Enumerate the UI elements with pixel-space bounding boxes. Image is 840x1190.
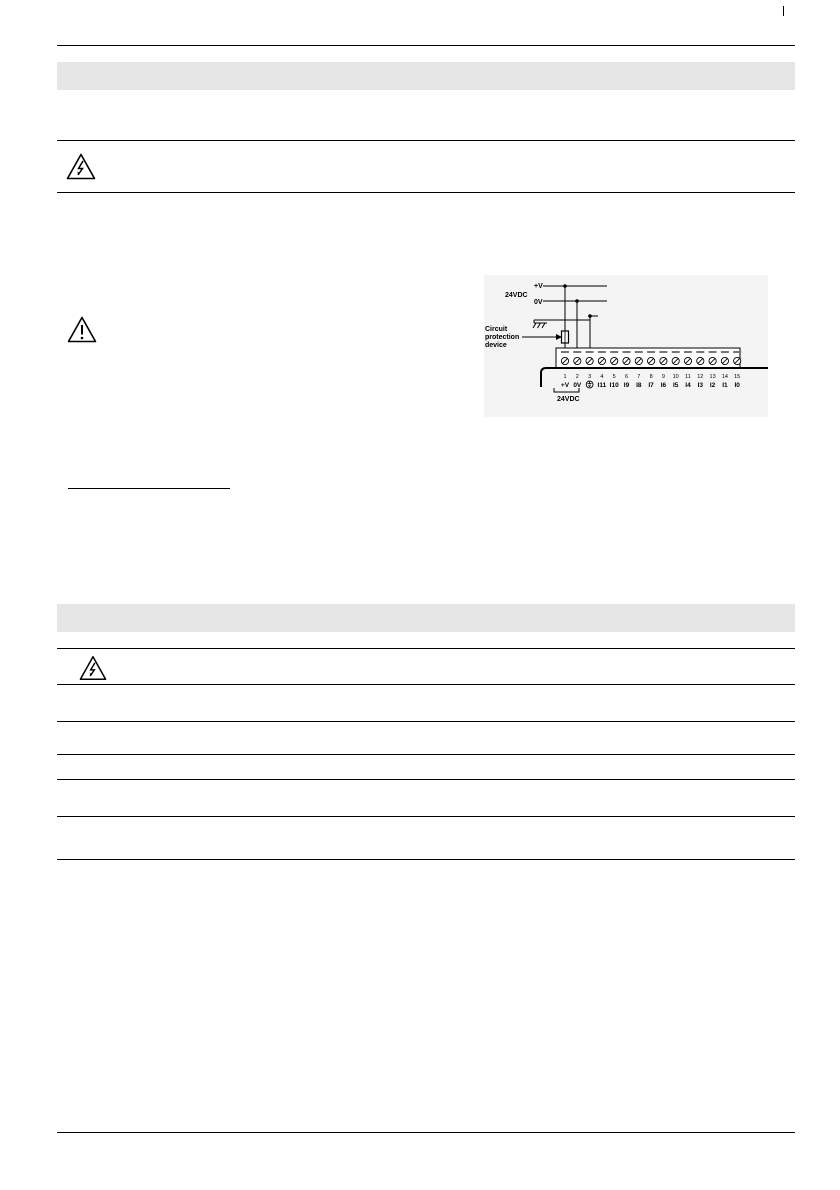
table-rule — [57, 684, 795, 685]
terminal-tab — [598, 351, 606, 353]
terminal-tab — [696, 351, 704, 353]
terminal-number: 3 — [588, 374, 592, 380]
table-rule — [57, 754, 795, 755]
ground-symbol-icon — [533, 320, 590, 328]
header-rule — [57, 45, 795, 46]
terminal-number: 8 — [649, 374, 653, 380]
terminal-label: I11 — [597, 382, 607, 389]
terminal-tab — [721, 351, 729, 353]
terminal-number: 13 — [709, 374, 716, 380]
fuse-icon — [562, 331, 569, 343]
terminal-number: 7 — [637, 374, 641, 380]
section-heading-band-2 — [57, 604, 795, 632]
terminal-number: 5 — [612, 374, 616, 380]
table-rule — [57, 859, 795, 860]
zero-v-label: 0V — [534, 299, 543, 306]
circuit-protection-label-1: Circuit — [485, 326, 508, 333]
table-rule — [57, 648, 795, 649]
circuit-protection-label-2: protection — [485, 334, 520, 341]
terminal-tab — [672, 351, 680, 353]
terminal-number: 12 — [697, 374, 704, 380]
warning-box-top-rule — [57, 140, 795, 141]
terminal-label: I5 — [672, 382, 679, 389]
terminal-number: 14 — [721, 374, 728, 380]
terminal-number: 6 — [624, 374, 629, 380]
terminal-label: I3 — [697, 382, 704, 389]
terminal-label: I4 — [685, 382, 691, 389]
plus-v-label: +V — [534, 283, 543, 290]
electric-shock-warning-icon-2 — [79, 655, 107, 681]
terminal-tab — [623, 351, 631, 353]
terminal-tab — [586, 351, 594, 353]
power-group-label: 24VDC — [557, 396, 580, 403]
terminal-number: 4 — [600, 374, 604, 380]
terminal-label: I1 — [722, 382, 728, 389]
terminal-tab — [659, 351, 667, 353]
warning-box-bottom-rule — [57, 192, 795, 193]
terminal-label: I7 — [648, 382, 654, 389]
terminal-tab — [709, 351, 717, 353]
power-wiring-diagram — [484, 275, 768, 417]
terminal-label: I6 — [660, 382, 667, 389]
footer-rule — [57, 1132, 795, 1133]
terminal-label: I8 — [636, 382, 642, 389]
supply-voltage-label: 24VDC — [505, 292, 528, 299]
terminal-label: I10 — [609, 382, 619, 389]
terminal-label: I9 — [623, 382, 630, 389]
terminal-tab — [573, 351, 581, 353]
terminal-label: 0V — [573, 382, 582, 389]
terminal-tab — [733, 351, 741, 353]
electric-shock-warning-icon — [66, 153, 96, 180]
caution-warning-icon — [67, 316, 97, 343]
terminal-tab — [610, 351, 618, 353]
terminal-tab — [684, 351, 692, 353]
terminal-tab — [647, 351, 655, 353]
terminal-tab — [561, 351, 569, 353]
table-rule — [57, 721, 795, 722]
terminal-label: +V — [560, 382, 570, 389]
terminal-number: 11 — [685, 374, 691, 380]
terminal-label: I0 — [734, 382, 740, 389]
terminal-number: 10 — [672, 374, 679, 380]
terminal-label: I2 — [709, 382, 716, 389]
terminal-number: 15 — [734, 374, 741, 380]
table-rule — [57, 779, 795, 780]
table-rule — [57, 816, 795, 817]
section-heading-band — [57, 62, 795, 90]
terminal-tab — [635, 351, 643, 353]
circuit-protection-label-3: device — [485, 342, 507, 349]
page-corner-mark — [783, 6, 784, 16]
terminal-number: 9 — [661, 374, 665, 380]
terminal-number: 1 — [563, 374, 567, 380]
terminal-number: 2 — [575, 374, 579, 380]
underlined-heading-rule — [68, 488, 230, 489]
